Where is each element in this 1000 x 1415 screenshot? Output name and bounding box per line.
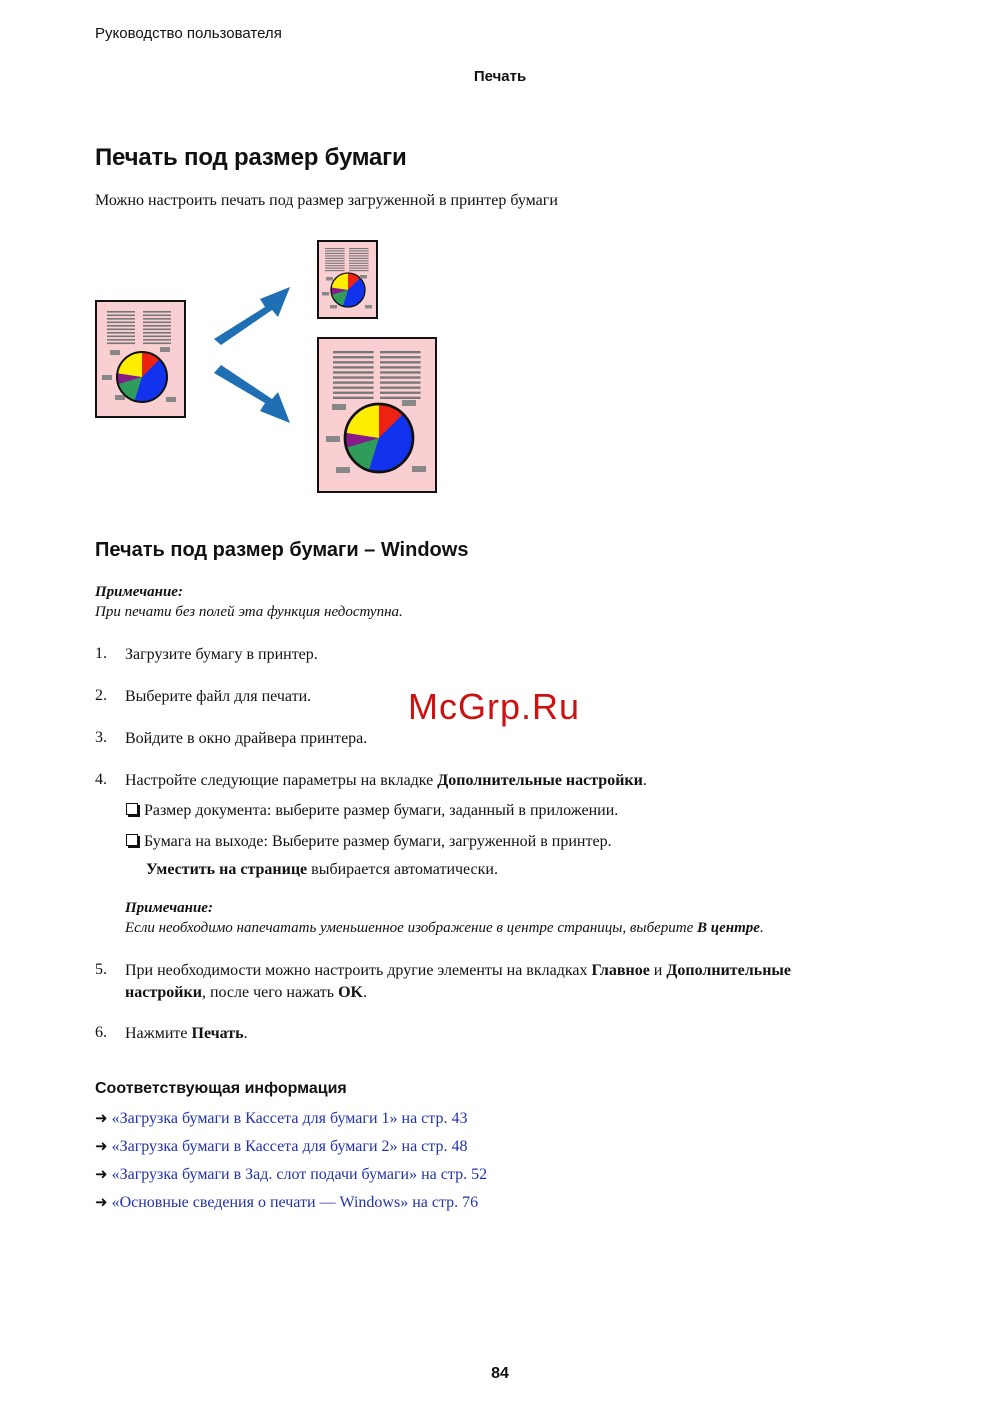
- arrow-right-icon: ➜: [95, 1111, 108, 1127]
- bullet-item: Бумага на выходе: Выберите размер бумаги, загруженной в принтер.: [126, 833, 612, 851]
- step-number: 4.: [95, 771, 107, 788]
- section-title: Печать: [473, 68, 527, 85]
- small-page-icon: [318, 241, 377, 318]
- step-text: При необходимости можно настроить другие элементы на вкладках Главное и Дополнительные настройки, после чего нажать OK.: [125, 962, 791, 1001]
- checkbox-bullet-icon: [126, 803, 138, 815]
- related-link[interactable]: ➜ «Загрузка бумаги в Кассета для бумаги 2» на стр. 48: [95, 1138, 468, 1155]
- document-header: Руководство пользователя: [95, 25, 282, 42]
- step-text: Настройте следующие параметры на вкладке Дополнительные настройки.: [125, 772, 647, 789]
- note-title: Примечание:: [125, 900, 213, 916]
- fit-to-page-illustration: [90, 235, 450, 500]
- step-number: 2.: [95, 687, 107, 704]
- step-text: Нажмите Печать.: [125, 1025, 248, 1042]
- step-number: 5.: [95, 961, 107, 978]
- original-page-icon: [96, 301, 185, 417]
- subsection-title: Печать под размер бумаги – Windows: [95, 539, 469, 561]
- step-number: 6.: [95, 1024, 107, 1041]
- related-link[interactable]: ➜ «Загрузка бумаги в Зад. слот подачи бумаги» на стр. 52: [95, 1166, 488, 1183]
- related-link[interactable]: ➜ «Загрузка бумаги в Кассета для бумаги 1» на стр. 43: [95, 1110, 468, 1127]
- bullet-item: Размер документа: выберите размер бумаги, заданный в приложении.: [126, 802, 618, 820]
- note-text: При печати без полей эта функция недоступна.: [95, 604, 403, 620]
- arrow-right-icon: ➜: [95, 1195, 108, 1211]
- intro-text: Можно настроить печать под размер загруженной в принтер бумаги: [95, 192, 558, 209]
- watermark: McGrp.Ru: [408, 686, 581, 727]
- step-number: 3.: [95, 729, 107, 746]
- arrow-up-icon: [214, 287, 290, 345]
- page-number: 84: [491, 1365, 509, 1382]
- note-title: Примечание:: [95, 584, 183, 600]
- arrow-down-icon: [214, 365, 290, 423]
- step-text: Войдите в окно драйвера принтера.: [125, 730, 368, 747]
- step-text: Загрузите бумагу в принтер.: [125, 646, 318, 663]
- arrow-right-icon: ➜: [95, 1167, 108, 1183]
- checkbox-bullet-icon: [126, 834, 138, 846]
- large-page-icon: [318, 338, 436, 492]
- step-text: Выберите файл для печати.: [125, 688, 312, 705]
- related-info-title: Соответствующая информация: [95, 1080, 347, 1097]
- step-number: 1.: [95, 645, 107, 662]
- page-title: Печать под размер бумаги: [95, 144, 407, 171]
- related-link[interactable]: ➜ «Основные сведения о печати — Windows» на стр. 76: [95, 1194, 479, 1211]
- auto-setting-text: Уместить на странице выбирается автоматически.: [146, 861, 498, 878]
- arrow-right-icon: ➜: [95, 1139, 108, 1155]
- note-text: Если необходимо напечатать уменьшенное изображение в центре страницы, выберите В центре.: [125, 920, 764, 936]
